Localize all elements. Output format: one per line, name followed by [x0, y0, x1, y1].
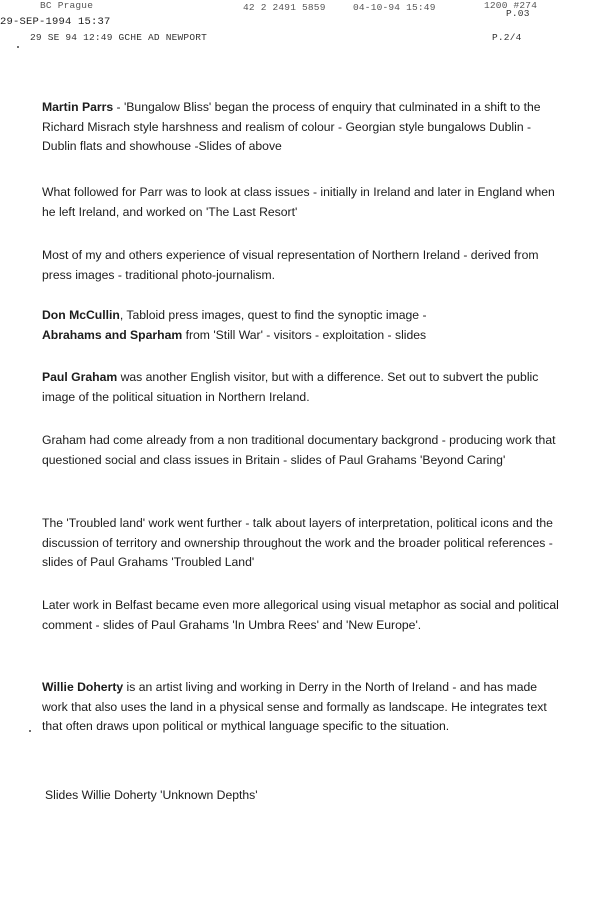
paragraph-text: Graham had come already from a non traditional documentary backgrond - producing work that questioned social and class issues in Britain - slides of Paul Grahams 'Beyond Caring' [42, 433, 556, 467]
paragraph-northern-ireland [42, 246, 562, 285]
fax-transmit-timestamp: 04-10-94 15:49 [353, 2, 436, 13]
paragraph-parr-bungalow [42, 98, 562, 157]
paragraph-text: was another English visitor, but with a difference. Set out to subvert the public image of the political situation in Northern Ireland. [42, 370, 539, 404]
fax-phone-number: 42 2 2491 5859 [243, 2, 326, 13]
fax-page-number-top: P.03 [506, 8, 530, 19]
paragraph-text: The 'Troubled land' work went further - talk about layers of interpretation, political icons and the discussion of territory and ownership throughout the work and the broader political references - slides of Paul Grahams 'Troubled Land' [42, 516, 553, 569]
paragraph-troubled-land [42, 514, 562, 573]
bold-name-don-mccullin: Don McCullin [42, 308, 120, 322]
paragraph-text: Later work in Belfast became even more allegorical using visual metaphor as social and political comment - slides of Paul Grahams 'In Umbra Rees' and 'New Europe'. [42, 598, 559, 632]
paragraph-paul-graham [42, 368, 562, 407]
scan-speck [17, 46, 19, 48]
bold-name-paul-graham: Paul Graham [42, 370, 118, 384]
fax-page-number: P.2/4 [492, 32, 522, 43]
bold-name-willie-doherty: Willie Doherty [42, 680, 124, 694]
paragraph-belfast-work [42, 596, 562, 635]
paragraph-doherty-slides [45, 786, 565, 806]
paragraph-text: , Tabloid press images, quest to find the synoptic image - [119, 308, 427, 322]
fax-job-number: 1200 #274 [484, 0, 538, 11]
paragraph-graham-background [42, 431, 562, 470]
paragraph-willie-doherty [42, 678, 562, 737]
scan-speck [29, 730, 31, 732]
paragraph-text: Most of my and others experience of visual representation of Northern Ireland - derived from press images - traditional photo-journalism. [42, 248, 539, 282]
fax-received-timestamp: 29-SEP-1994 15:37 [0, 16, 111, 28]
paragraph-text: - 'Bungalow Bliss' began the process of enquiry that culminated in a shift to the Richard Misrach style harshness and realism of colour - Georgian style bungalows Dublin - Dublin flats and showhouse -Slides of above [42, 100, 541, 153]
paragraph-text: What followed for Parr was to look at class issues - initially in Ireland and later in England when he left Ireland, and worked on 'The Last Resort' [42, 185, 555, 219]
paragraph-text: from 'Still War' - visitors - exploitation - slides [182, 327, 427, 342]
fax-sender-label: BC Prague [40, 0, 94, 11]
bold-name-martin-parr: Martin Parrs [42, 100, 114, 114]
paragraph-text: is an artist living and working in Derry in the North of Ireland - and has made work that also uses the land in a physical sense and formally as landscape. He integrates text that often draws upon political or mythical language specific to the situation. [42, 680, 547, 733]
paragraph-mccullin [42, 306, 562, 345]
bold-name-abrahams-sparham: Abrahams and Sparham [42, 327, 183, 342]
fax-origin-line: 29 SE 94 12:49 GCHE AD NEWPORT [30, 32, 208, 43]
paragraph-parr-class [42, 183, 562, 222]
paragraph-text: Slides Willie Doherty 'Unknown Depths' [45, 788, 258, 802]
